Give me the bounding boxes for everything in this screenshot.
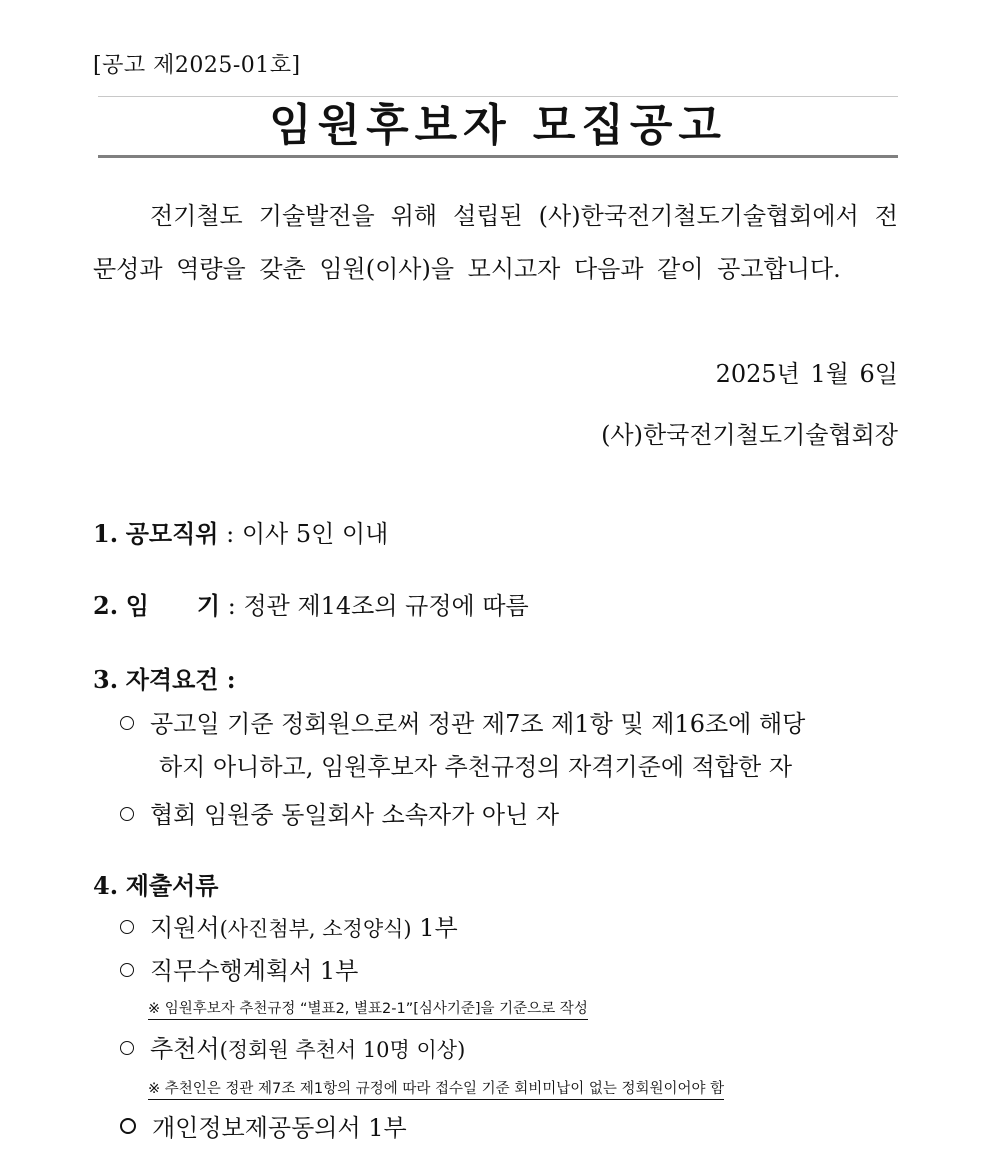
section-qualifications	[93, 660, 236, 695]
list-item	[120, 908, 458, 943]
section-label: 제출서류	[125, 871, 219, 900]
list-item	[120, 704, 805, 739]
circle-bullet-icon	[120, 920, 134, 934]
list-item	[120, 795, 559, 830]
list-item-text: 직무수행계획서 1부	[150, 957, 359, 985]
section-label: 공모직위	[125, 519, 219, 548]
section-position	[93, 514, 388, 549]
notice-date: 2025년 1월 6일	[715, 360, 898, 388]
list-item-text: 지원서	[150, 914, 220, 942]
section-number: 1.	[93, 519, 119, 548]
section-label-first: 임	[125, 591, 149, 620]
list-item	[120, 1029, 465, 1064]
list-item-detail: (사진첨부, 소정양식)	[219, 917, 412, 941]
section-term	[93, 586, 529, 621]
list-item	[120, 951, 358, 986]
circle-bullet-icon	[120, 716, 134, 730]
list-item-text: 공고일 기준 정회원으로써 정관 제7조 제1항 및 제16조에 해당	[150, 710, 806, 738]
separator: :	[227, 592, 236, 620]
list-item	[120, 1108, 407, 1143]
section-label-second: 기	[196, 591, 221, 620]
list-item-quantity: 1부	[419, 914, 458, 942]
list-item-continuation: 하지 아니하고, 임원후보자 추천규정의 자격기준에 적합한 자	[159, 753, 793, 781]
list-item-text: 협회 임원중 동일회사 소속자가 아닌 자	[150, 801, 560, 829]
list-item-text: 개인정보제공동의서 1부	[152, 1114, 407, 1142]
issuer-name: (사)한국전기철도기술협회장	[601, 421, 898, 449]
section-number: 4.	[93, 871, 119, 900]
reference-note: ※ 추천인은 정관 제7조 제1항의 규정에 따라 접수일 기준 회비미납이 없는 정회원이어야 함	[148, 1077, 724, 1100]
notice-number: [공고 제2025-01호]	[93, 53, 301, 78]
separator: :	[226, 520, 235, 548]
section-documents	[93, 866, 218, 901]
section-label: 자격요건 :	[125, 665, 236, 694]
section-number: 3.	[93, 665, 119, 694]
page-title: 임원후보자 모집공고	[269, 100, 727, 151]
circle-bullet-icon	[120, 1118, 136, 1134]
reference-note: ※ 임원후보자 추천규정 “별표2, 별표2-1”[심사기준]을 기준으로 작성	[148, 997, 588, 1020]
circle-bullet-icon	[120, 963, 134, 977]
intro-paragraph: 전기철도 기술발전을 위해 설립된 (사)한국전기철도기술협회에서 전문성과 역량을 갖춘 임원(이사)을 모시고자 다음과 같이 공고합니다.	[93, 202, 898, 283]
section-number: 2.	[93, 591, 119, 620]
section-value: 이사 5인 이내	[241, 520, 389, 548]
section-value: 정관 제14조의 규정에 따름	[243, 592, 529, 620]
circle-bullet-icon	[120, 807, 134, 821]
list-item-text: 추천서	[150, 1035, 220, 1063]
circle-bullet-icon	[120, 1041, 134, 1055]
title-rule-bottom	[98, 155, 898, 158]
list-item-detail: (정회원 추천서 10명 이상)	[219, 1038, 466, 1062]
